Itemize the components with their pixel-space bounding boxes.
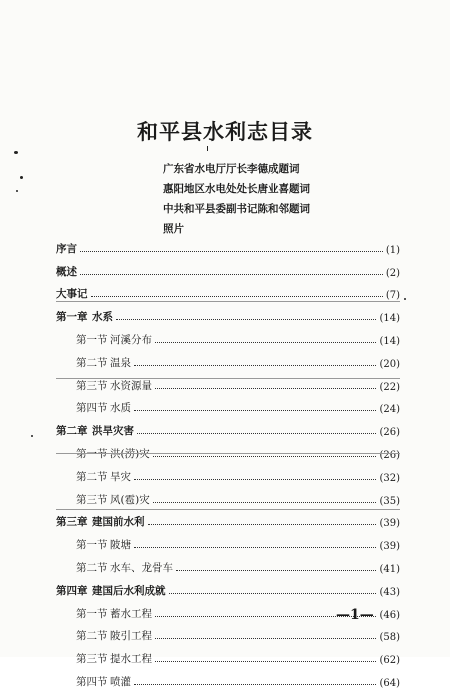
toc-entry-label xyxy=(56,423,134,438)
toc-entry-label xyxy=(56,514,145,529)
chapter-number: 第一章 xyxy=(56,311,88,324)
toc-entry-label xyxy=(56,583,166,598)
entry-title: 陂引工程 xyxy=(110,630,152,643)
toc-entry-page: (7) xyxy=(385,290,400,302)
entry-title: 喷灌 xyxy=(110,675,131,688)
chapter-number: 第四章 xyxy=(56,584,88,597)
scan-speck xyxy=(20,176,23,179)
entry-title: 水系 xyxy=(92,311,113,324)
section-number: 第二节 xyxy=(76,470,108,483)
section-number: 第二节 xyxy=(76,356,108,369)
toc-entry xyxy=(56,370,400,393)
toc-entry xyxy=(56,666,400,689)
toc-entry xyxy=(56,347,400,370)
inscription-line: 广东省水电厅厅长李德成题词 xyxy=(163,163,300,175)
toc-entry-label xyxy=(56,606,152,621)
entry-title: 风(雹)灾 xyxy=(110,493,150,506)
entry-title: 水质 xyxy=(110,402,131,415)
toc-entry-page: (14) xyxy=(379,313,400,325)
toc-entry xyxy=(56,279,400,302)
entry-title: 陂塘 xyxy=(110,539,131,552)
chapter-number: 第二章 xyxy=(56,425,88,438)
divider xyxy=(56,453,400,454)
toc-entry xyxy=(56,552,400,575)
toc-entry xyxy=(56,301,400,324)
section-number: 第一节 xyxy=(76,447,108,460)
toc-entry-page: (1) xyxy=(385,244,400,256)
toc-entry-label xyxy=(56,537,131,552)
toc-entry-label xyxy=(56,651,152,666)
scan-speck xyxy=(31,435,33,437)
toc-entry-page: (26) xyxy=(379,449,400,461)
toc-entry xyxy=(56,643,400,666)
inscription-line: 中共和平县委副书记陈和邻题词 xyxy=(163,203,310,215)
entry-title: 提水工程 xyxy=(110,653,152,666)
scan-speck xyxy=(207,146,208,151)
toc-entry-page: (64) xyxy=(379,677,400,689)
chapter-number: 第三章 xyxy=(56,516,88,529)
dot-leader xyxy=(134,683,376,685)
scan-speck xyxy=(14,151,18,154)
entry-title: 概述 xyxy=(56,265,77,278)
dot-leader xyxy=(153,501,377,503)
toc-entry-label xyxy=(56,674,131,689)
dot-leader xyxy=(134,478,376,480)
dot-leader xyxy=(134,409,376,411)
dot-leader xyxy=(169,592,377,594)
toc-entry-page: (32) xyxy=(379,472,400,484)
toc-entry xyxy=(56,575,400,598)
entry-title: 水资源量 xyxy=(110,379,152,392)
section-number: 第一节 xyxy=(76,539,108,552)
entry-title: 建国前水利 xyxy=(92,516,145,529)
entry-title: 大事记 xyxy=(56,288,88,301)
toc-entry-page: (22) xyxy=(379,381,400,393)
section-number: 第一节 xyxy=(76,607,108,620)
toc-entry-label xyxy=(56,469,131,484)
toc-entry xyxy=(56,415,400,438)
entry-title: 洪旱灾害 xyxy=(92,425,134,438)
toc-entry xyxy=(56,461,400,484)
toc-entry xyxy=(56,256,400,279)
toc-entry-page: (14) xyxy=(379,335,400,347)
entry-title: 旱灾 xyxy=(110,470,131,483)
entry-title: 蓄水工程 xyxy=(110,607,152,620)
inscription-list xyxy=(163,159,310,239)
page-title: 和平县水利志目录 xyxy=(137,119,313,144)
dot-leader xyxy=(155,341,376,343)
entry-title: 序言 xyxy=(56,242,77,255)
dot-leader xyxy=(155,637,376,639)
toc-entry-page: (43) xyxy=(379,586,400,598)
dot-leader xyxy=(116,318,376,320)
divider xyxy=(56,509,400,510)
scan-speck xyxy=(16,190,18,192)
toc-entry-label xyxy=(56,560,173,575)
toc-entry-label xyxy=(56,628,152,643)
toc-entry-page: (62) xyxy=(379,655,400,667)
toc-entry xyxy=(56,529,400,552)
toc-entry-label xyxy=(56,309,113,324)
dot-leader xyxy=(137,432,376,434)
inscription-line: 照片 xyxy=(163,223,184,235)
toc-entry-label xyxy=(56,400,131,415)
toc-entry-page: (39) xyxy=(379,541,400,553)
toc-entry-label xyxy=(56,332,152,347)
toc-entry xyxy=(56,484,400,507)
entry-title: 建国后水利成就 xyxy=(92,584,166,597)
toc-entry-page: (26) xyxy=(379,427,400,439)
toc-entry-label xyxy=(56,378,152,393)
toc-entry xyxy=(56,621,400,644)
dot-leader xyxy=(134,546,376,548)
scan-speck xyxy=(404,298,406,300)
divider xyxy=(56,301,400,302)
section-number: 第二节 xyxy=(76,561,108,574)
dot-leader xyxy=(155,387,376,389)
dot-leader xyxy=(148,523,377,525)
toc-entry-label xyxy=(56,492,150,507)
entry-title: 水车、龙骨车 xyxy=(110,561,173,574)
entry-title: 河溪分布 xyxy=(110,333,152,346)
section-number: 第三节 xyxy=(76,379,108,392)
toc-entry-page: (24) xyxy=(379,404,400,416)
entry-title: 温泉 xyxy=(110,356,131,369)
dot-leader xyxy=(80,273,383,275)
toc-entry-page: (2) xyxy=(385,267,400,279)
toc-entry-page: (39) xyxy=(379,518,400,530)
section-number: 第四节 xyxy=(76,675,108,688)
section-number: 第一节 xyxy=(76,333,108,346)
dot-leader xyxy=(134,364,376,366)
toc-entry xyxy=(56,324,400,347)
toc-entry-label xyxy=(56,264,77,279)
toc-entry xyxy=(56,438,400,461)
toc-entry-label xyxy=(56,355,131,370)
entry-title: 洪(涝)灾 xyxy=(110,447,150,460)
section-number: 第二节 xyxy=(76,630,108,643)
toc-entry xyxy=(56,233,400,256)
dot-leader xyxy=(91,295,383,297)
section-number: 第三节 xyxy=(76,493,108,506)
dot-leader xyxy=(153,455,377,457)
section-number: 第四节 xyxy=(76,402,108,415)
toc-entry-label xyxy=(56,286,88,301)
section-number: 第三节 xyxy=(76,653,108,666)
toc-entry-page: (20) xyxy=(379,358,400,370)
page-number: —1— xyxy=(336,607,374,623)
dot-leader xyxy=(155,660,376,662)
toc-entry xyxy=(56,393,400,416)
toc-entry-page: (46) xyxy=(379,609,400,621)
dot-leader xyxy=(176,569,376,571)
toc-entry-page: (58) xyxy=(379,632,400,644)
inscription-line: 惠阳地区水电处处长唐业喜题词 xyxy=(163,183,310,195)
dot-leader xyxy=(80,250,383,252)
toc-entry-page: (35) xyxy=(379,495,400,507)
divider xyxy=(56,378,400,379)
toc-entry-page: (41) xyxy=(379,563,400,575)
toc-entry-label xyxy=(56,241,77,256)
